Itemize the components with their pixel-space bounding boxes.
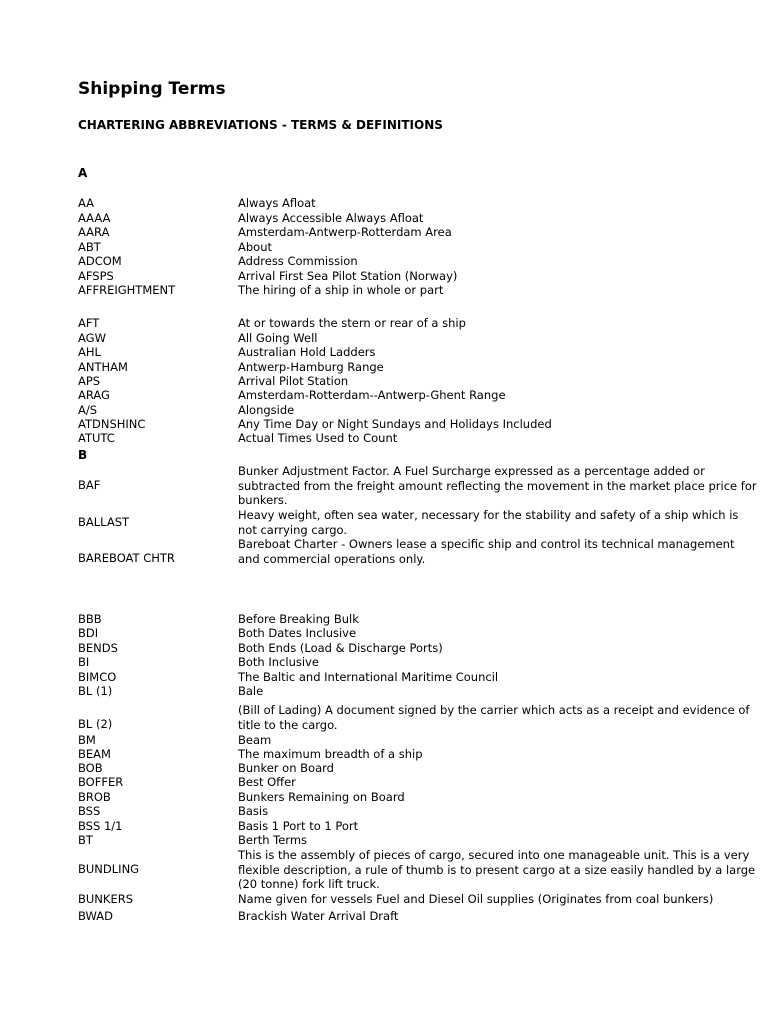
term-abbreviation: ADCOM bbox=[78, 254, 122, 268]
term-definition: Bunkers Remaining on Board bbox=[238, 790, 405, 804]
term-definition: Both Dates Inclusive bbox=[238, 626, 357, 640]
term-definition: Name given for vessels Fuel and Diesel Oil supplies (Originates from coal bunkers) bbox=[238, 892, 714, 906]
page-subtitle: CHARTERING ABBREVIATIONS - TERMS & DEFINITIONS bbox=[78, 118, 443, 132]
term-abbreviation: BALLAST bbox=[78, 515, 130, 529]
term-abbreviation: AGW bbox=[78, 331, 106, 345]
term-abbreviation: BWAD bbox=[78, 909, 113, 923]
term-definition: About bbox=[238, 240, 273, 254]
term-definition: Actual Times Used to Count bbox=[238, 431, 398, 445]
term-abbreviation: AFT bbox=[78, 316, 100, 330]
term-definition: Any Time Day or Night Sundays and Holidays Included bbox=[238, 417, 552, 431]
term-definition: The hiring of a ship in whole or part bbox=[238, 283, 444, 297]
term-definition: Bunker Adjustment Factor. A Fuel Surcharge expressed as a percentage added or subtracted from the freight amount reflecting the movement in the market place price for bunkers. bbox=[238, 464, 757, 507]
term-abbreviation: AFSPS bbox=[78, 269, 114, 283]
term-definition: Address Commission bbox=[238, 254, 358, 268]
term-definition: Both Ends (Load & Discharge Ports) bbox=[238, 641, 443, 655]
term-abbreviation: BEAM bbox=[78, 747, 111, 761]
term-abbreviation: BUNDLING bbox=[78, 862, 140, 876]
term-definition: Amsterdam-Rotterdam--Antwerp-Ghent Range bbox=[238, 388, 506, 402]
term-abbreviation: BI bbox=[78, 655, 90, 669]
term-abbreviation: BOFFER bbox=[78, 775, 124, 789]
term-definition: Basis 1 Port to 1 Port bbox=[238, 819, 359, 833]
term-abbreviation: BIMCO bbox=[78, 670, 117, 684]
term-definition: Bunker on Board bbox=[238, 761, 334, 775]
page-title: Shipping Terms bbox=[78, 79, 226, 99]
term-abbreviation: APS bbox=[78, 374, 101, 388]
term-definition: Arrival Pilot Station bbox=[238, 374, 349, 388]
term-abbreviation: ANTHAM bbox=[78, 360, 128, 374]
term-definition: (Bill of Lading) A document signed by the carrier which acts as a receipt and evidence of title to the cargo. bbox=[238, 703, 750, 732]
term-abbreviation: ATDNSHINC bbox=[78, 417, 146, 431]
term-abbreviation: BDI bbox=[78, 626, 99, 640]
term-abbreviation: BL (1) bbox=[78, 684, 113, 698]
term-abbreviation: BL (2) bbox=[78, 717, 113, 731]
term-abbreviation: BM bbox=[78, 733, 96, 747]
term-abbreviation: BAF bbox=[78, 478, 101, 492]
term-definition: Arrival First Sea Pilot Station (Norway) bbox=[238, 269, 458, 283]
term-definition: All Going Well bbox=[238, 331, 318, 345]
term-definition: Always Accessible Always Afloat bbox=[238, 211, 424, 225]
term-abbreviation: BBB bbox=[78, 612, 102, 626]
term-abbreviation: BOB bbox=[78, 761, 103, 775]
term-definition: Bale bbox=[238, 684, 264, 698]
term-definition: This is the assembly of pieces of cargo, secured into one manageable unit. This is a very flexible description, a rule of thumb is to present cargo at a size easily handled by a large (20 tonne) fork lift truck. bbox=[238, 848, 756, 891]
term-abbreviation: BENDS bbox=[78, 641, 118, 655]
term-definition: Antwerp-Hamburg Range bbox=[238, 360, 384, 374]
term-definition: Basis bbox=[238, 804, 269, 818]
term-definition: Bareboat Charter - Owners lease a specific ship and control its technical management and commercial operations only. bbox=[238, 537, 735, 566]
term-definition: Australian Hold Ladders bbox=[238, 345, 376, 359]
term-abbreviation: AARA bbox=[78, 225, 110, 239]
term-abbreviation: ABT bbox=[78, 240, 101, 254]
term-abbreviation: AHL bbox=[78, 345, 101, 359]
term-definition: Both Inclusive bbox=[238, 655, 319, 669]
term-definition: Berth Terms bbox=[238, 833, 308, 847]
term-abbreviation: AA bbox=[78, 196, 95, 210]
term-abbreviation: ARAG bbox=[78, 388, 110, 402]
term-definition: The maximum breadth of a ship bbox=[238, 747, 423, 761]
term-definition: Beam bbox=[238, 733, 272, 747]
term-definition: Brackish Water Arrival Draft bbox=[238, 909, 399, 923]
term-abbreviation: BUNKERS bbox=[78, 892, 134, 906]
term-abbreviation: A/S bbox=[78, 403, 98, 417]
term-abbreviation: BAREBOAT CHTR bbox=[78, 551, 175, 565]
term-definition: Amsterdam-Antwerp-Rotterdam Area bbox=[238, 225, 452, 239]
term-abbreviation: BROB bbox=[78, 790, 111, 804]
term-abbreviation: BSS 1/1 bbox=[78, 819, 123, 833]
term-definition: Best Offer bbox=[238, 775, 296, 789]
term-definition: Always Afloat bbox=[238, 196, 316, 210]
term-abbreviation: ATUTC bbox=[78, 431, 115, 445]
term-abbreviation: AFFREIGHTMENT bbox=[78, 283, 176, 297]
term-abbreviation: BT bbox=[78, 833, 93, 847]
section-heading: B bbox=[78, 448, 88, 462]
term-definition: Before Breaking Bulk bbox=[238, 612, 359, 626]
term-abbreviation: AAAA bbox=[78, 211, 111, 225]
term-definition: Alongside bbox=[238, 403, 295, 417]
term-definition: The Baltic and International Maritime Council bbox=[238, 670, 499, 684]
section-heading: A bbox=[78, 166, 88, 180]
term-definition: Heavy weight, often sea water, necessary for the stability and safety of a ship which is not carrying cargo. bbox=[238, 508, 739, 537]
term-definition: At or towards the stern or rear of a ship bbox=[238, 316, 466, 330]
term-abbreviation: BSS bbox=[78, 804, 101, 818]
